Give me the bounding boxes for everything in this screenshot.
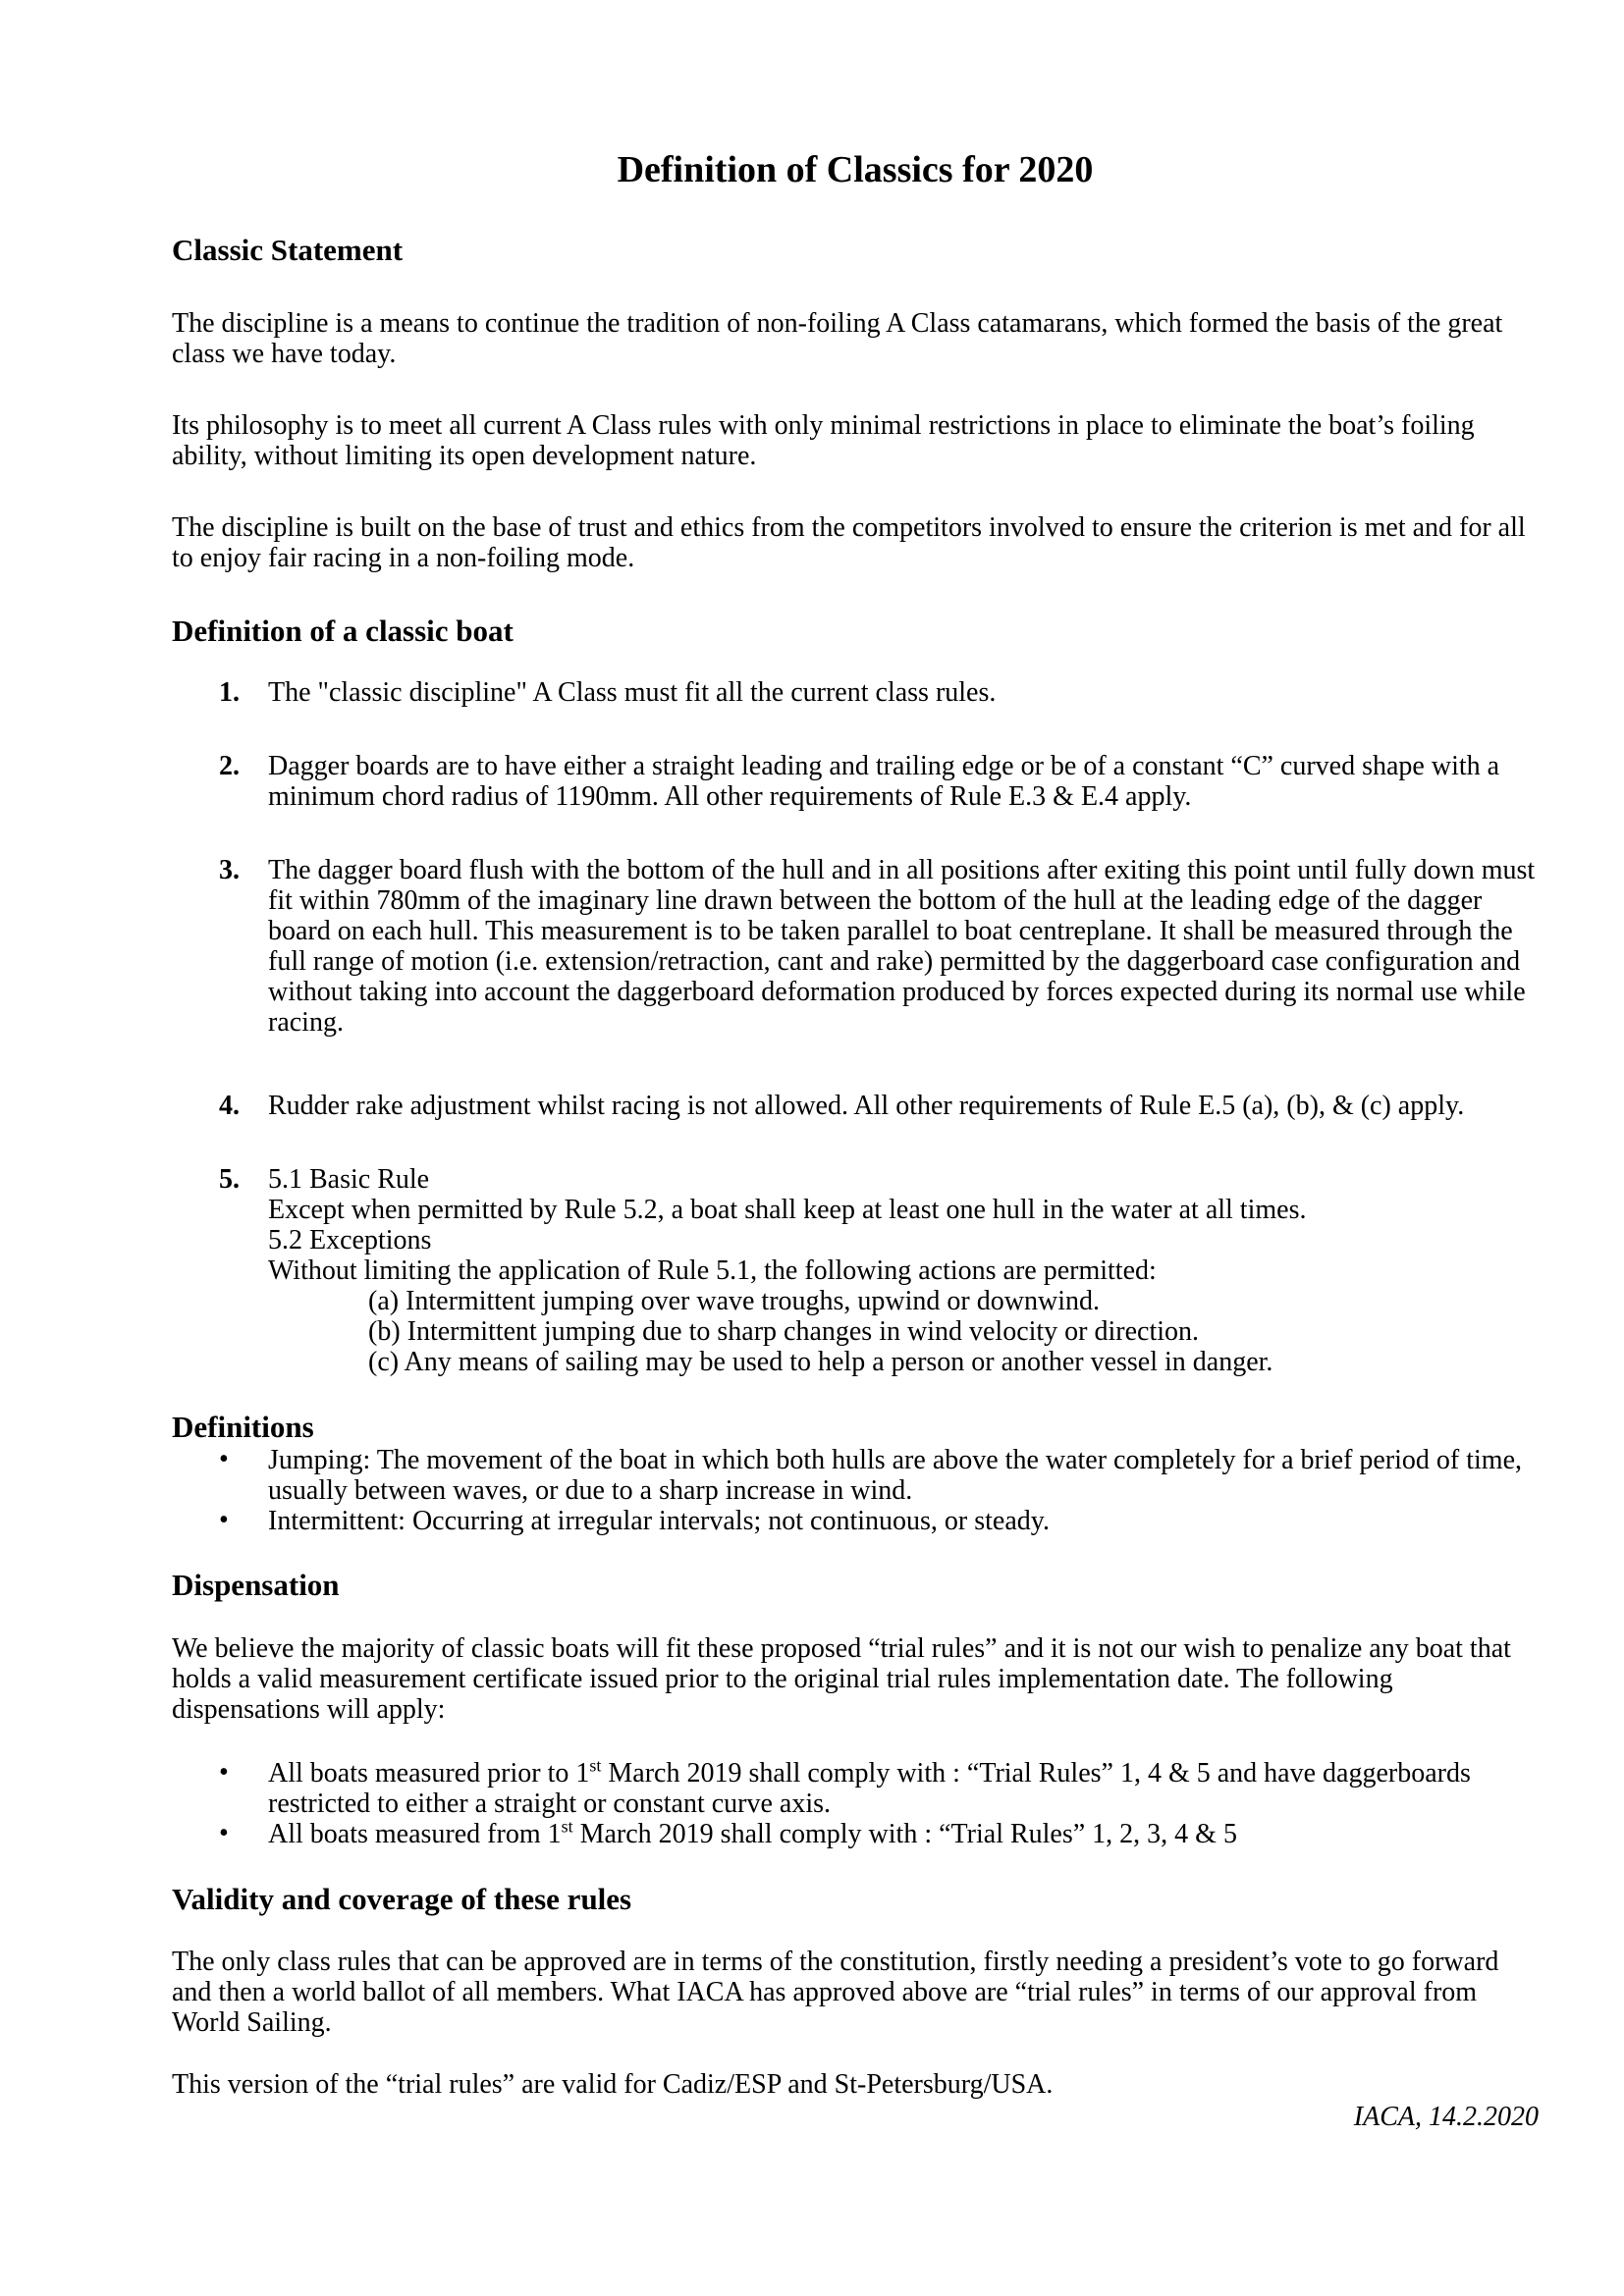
dispensation-bullet-list (172, 1755, 1539, 1849)
item-text: The "classic discipline" A Class must fit all the current class rules. (268, 677, 997, 708)
heading-validity: Validity and coverage of these rules (172, 1882, 632, 1916)
item-number: 2. (219, 751, 240, 781)
bullet-item (172, 1755, 1539, 1819)
heading-definition-boat: Definition of a classic boat (172, 614, 514, 648)
bullet-text: Intermittent: Occurring at irregular intervals; not continuous, or steady. (268, 1506, 1050, 1536)
footer-signature: IACA, 14.2.2020 (1353, 2102, 1539, 2132)
bullet-icon: • (219, 1505, 229, 1535)
numbered-item (172, 1091, 1539, 1121)
bullet-text: Jumping: The movement of the boat in which both hulls are above the water completely for a brief period of time, usually between waves, or due to a sharp increase in wind. (268, 1445, 1523, 1506)
heading-classic-statement: Classic Statement (172, 233, 404, 267)
numbered-item (172, 855, 1539, 1038)
bullet-icon: • (219, 1818, 229, 1848)
numbered-list (172, 677, 1539, 1377)
heading-definitions: Definitions (172, 1410, 314, 1444)
bullet-item (172, 1816, 1539, 1849)
rule-subline: (a) Intermittent jumping over wave troughs, upwind or downwind. (368, 1286, 1100, 1316)
rule-line: 5.2 Exceptions (268, 1225, 432, 1255)
item-number: 3. (219, 855, 240, 885)
paragraph: The only class rules that can be approved are in terms of the constitution, firstly needing a president’s vote to go forward and then a world ballot of all members. What IACA has approved above are “trial rules” in terms of our approval from World Sailing. (172, 1947, 1499, 2038)
definitions-bullet-list (172, 1445, 1539, 1536)
item-text: Rudder rake adjustment whilst racing is not allowed. All other requirements of Rule E.5 (a), (b), & (c) apply. (268, 1091, 1465, 1121)
bullet-icon: • (219, 1757, 229, 1788)
numbered-item (172, 751, 1539, 812)
item-number: 1. (219, 677, 240, 708)
item-number: 5. (219, 1164, 240, 1195)
bullet-icon: • (219, 1444, 229, 1474)
ordinal-superscript: st (561, 1816, 573, 1837)
document-body (172, 149, 1539, 2132)
heading-dispensation: Dispensation (172, 1568, 340, 1602)
bullet-text: All boats measured from 1st March 2019 shall comply with : “Trial Rules” 1, 2, 3, 4 & 5 (268, 1816, 1237, 1849)
rule-subline: (b) Intermittent jumping due to sharp changes in wind velocity or direction. (368, 1316, 1200, 1347)
paragraph: Its philosophy is to meet all current A Class rules with only minimal restrictions in place to eliminate the boat’s foiling ability, without limiting its open development nature. (172, 410, 1475, 471)
item-number: 4. (219, 1091, 240, 1121)
rule-line: Without limiting the application of Rule 5.1, the following actions are permitted: (268, 1255, 1157, 1286)
paragraph: The discipline is a means to continue the tradition of non-foiling A Class catamarans, which formed the basis of the great class we have today. (172, 308, 1503, 369)
rule-line: Except when permitted by Rule 5.2, a boat shall keep at least one hull in the water at all times. (268, 1195, 1307, 1225)
paragraph: We believe the majority of classic boats will fit these proposed “trial rules” and it is not our wish to penalize any boat that holds a valid measurement certificate issued prior to the original trial rules implementation date. The following dispensations will apply: (172, 1633, 1511, 1725)
bullet-item (172, 1445, 1539, 1506)
item-text: Dagger boards are to have either a straight leading and trailing edge or be of a constant “C” curved shape with a minimum chord radius of 1190mm. All other requirements of Rule E.3 & E.4 apply. (268, 751, 1500, 812)
rule-subline: (c) Any means of sailing may be used to help a person or another vessel in danger. (368, 1347, 1273, 1377)
bullet-text: All boats measured prior to 1st March 2019 shall comply with : “Trial Rules” 1, 4 & 5 and have daggerboards restricted to either a straight or constant curve axis. (268, 1755, 1471, 1819)
paragraph: The discipline is built on the base of trust and ethics from the competitors involved to ensure the criterion is met and for all to enjoy fair racing in a non-foiling mode. (172, 512, 1526, 573)
item-text: The dagger board flush with the bottom of the hull and in all positions after exiting this point until fully down must fit within 780mm of the imaginary line drawn between the bottom of the hull at the leading edge of the dagger board on each hull. This measurement is to be taken parallel to boat centreplane. It shall be measured through the full range of motion (i.e. extension/retraction, cant and rake) permitted by the daggerboard case configuration and without taking into account the daggerboard deformation produced by forces expected during its normal use while racing. (268, 855, 1536, 1038)
page-title: Definition of Classics for 2020 (617, 149, 1094, 190)
rule-line: 5.1 Basic Rule (268, 1164, 430, 1195)
ordinal-superscript: st (589, 1755, 602, 1776)
bullet-item (172, 1506, 1539, 1536)
numbered-item (172, 677, 1539, 708)
numbered-item (172, 1164, 1539, 1377)
paragraph: This version of the “trial rules” are valid for Cadiz/ESP and St-Petersburg/USA. (172, 2069, 1054, 2100)
